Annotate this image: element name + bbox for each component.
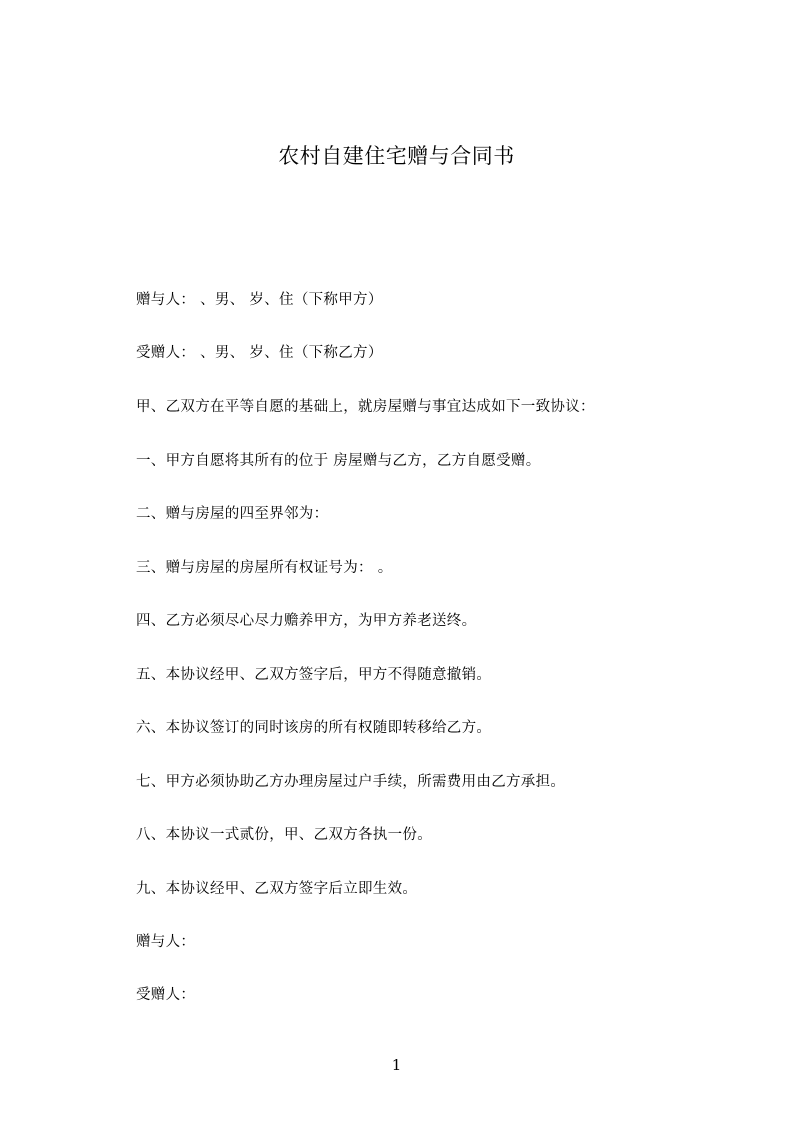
- document-title: 农村自建住宅赠与合同书: [278, 144, 515, 168]
- paragraph-clause-6: 六、本协议签订的同时该房的所有权随即转移给乙方。: [136, 720, 492, 736]
- signature-line-donor: 赠与人：: [136, 934, 196, 950]
- paragraph-donor-info: 赠与人： 、男、 岁、住（下称甲方）: [136, 292, 383, 308]
- paragraph-clause-5: 五、本协议经甲、乙双方签字后，甲方不得随意撤销。: [136, 667, 492, 683]
- paragraph-clause-9: 九、本协议经甲、乙双方签字后立即生效。: [136, 881, 418, 897]
- signature-line-donee: 受赠人：: [136, 987, 196, 1003]
- page-number: 1: [391, 1056, 402, 1074]
- paragraph-clause-1: 一、甲方自愿将其所有的位于 房屋赠与乙方，乙方自愿受赠。: [136, 453, 541, 469]
- paragraph-preamble: 甲、乙双方在平等自愿的基础上，就房屋赠与事宜达成如下一致协议：: [136, 399, 595, 415]
- paragraph-clause-8: 八、本协议一式贰份，甲、乙双方各执一份。: [136, 827, 432, 843]
- paragraph-clause-3: 三、赠与房屋的房屋所有权证号为： 。: [136, 560, 393, 576]
- paragraph-clause-4: 四、乙方必须尽心尽力赡养甲方，为甲方养老送终。: [136, 613, 477, 629]
- paragraph-donee-info: 受赠人： 、男、 岁、住（下称乙方）: [136, 345, 383, 361]
- paragraph-clause-7: 七、甲方必须协助乙方办理房屋过户手续，所需费用由乙方承担。: [136, 774, 566, 790]
- paragraph-clause-2: 二、赠与房屋的四至界邻为：: [136, 506, 329, 522]
